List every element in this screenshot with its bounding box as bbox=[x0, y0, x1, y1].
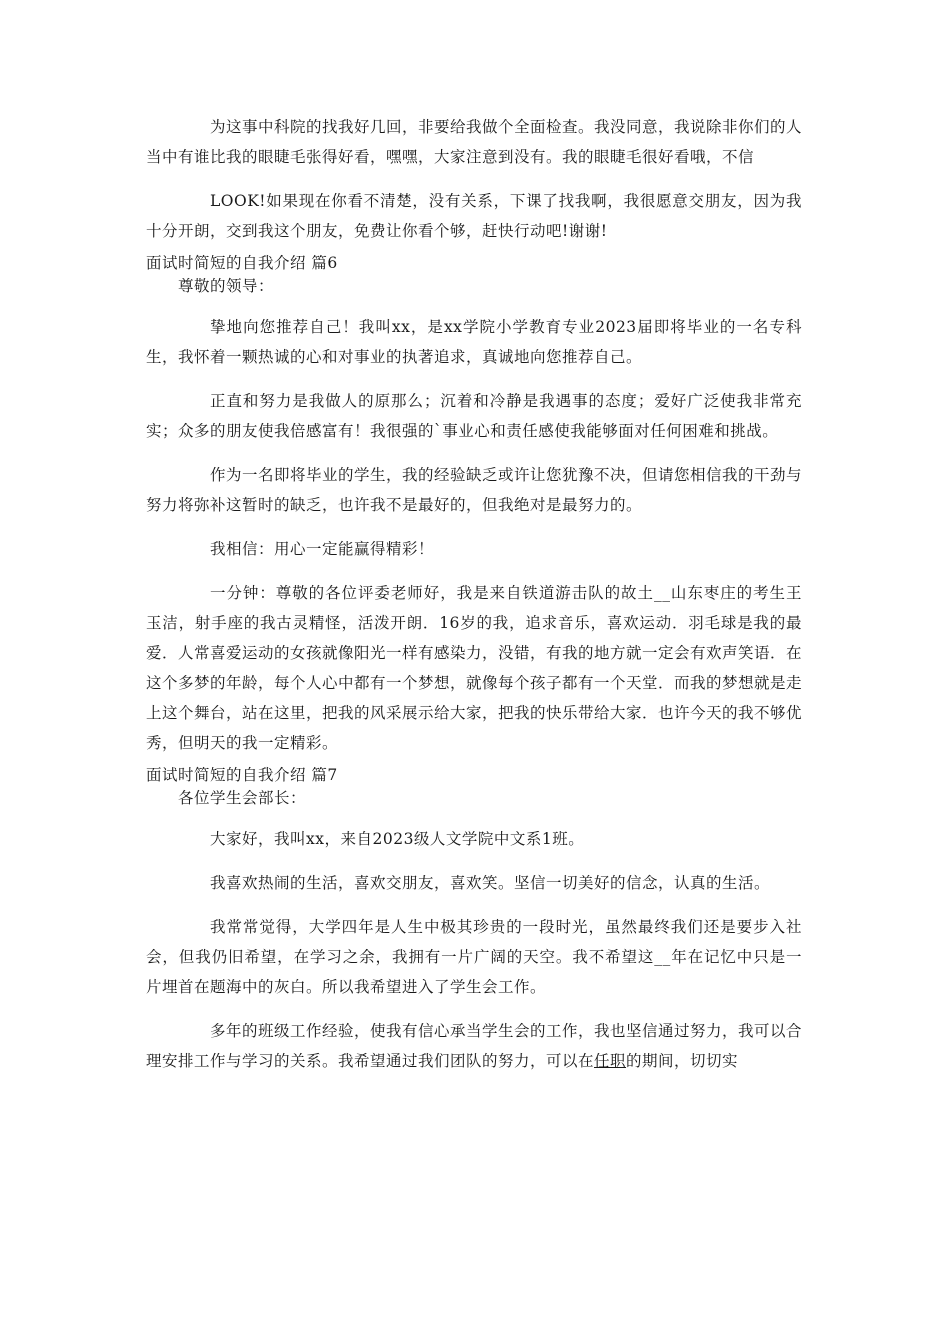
paragraph: 一分钟：尊敬的各位评委老师好，我是来自铁道游击队的故土__山东枣庄的考生王玉洁，射手座的我古灵精怪，活泼开朗．16岁的我，追求音乐，喜欢运动．羽毛球是我的最爱．人常喜爱运动的女孩就像阳光一样有感染力，没错，有我的地方就一定会有欢声笑语．在这个多梦的年龄，每个人心中都有一个梦想，就像每个孩子都有一个天堂．而我的梦想就是走上这个舞台，站在这里，把我的风采展示给大家，把我的快乐带给大家．也许今天的我不够优秀，但明天的我一定精彩。 bbox=[146, 584, 803, 752]
salutation: 各位学生会部长： bbox=[178, 789, 307, 807]
paragraph: LOOK!如果现在你看不清楚，没有关系，下课了找我啊，我很愿意交朋友，因为我十分开朗，交到我这个朋友，免费让你看个够，赶快行动吧!谢谢! bbox=[146, 192, 802, 240]
paragraph: 正直和努力是我做人的原那么；沉着和冷静是我遇事的态度；爱好广泛使我非常充实；众多的朋友使我倍感富有！我很强的`事业心和责任感使我能够面对任何困难和挑战。 bbox=[146, 392, 802, 440]
document-page bbox=[146, 112, 802, 1076]
section-heading: 面试时简短的自我介绍 篇6 bbox=[146, 254, 338, 272]
paragraph: 大家好，我叫xx，来自2023级人文学院中文系1班。 bbox=[210, 830, 585, 848]
paragraph: 我常常觉得，大学四年是人生中极其珍贵的一段时光，虽然最终我们还是要步入社会，但我仍旧希望，在学习之余，我拥有一片广阔的天空。我不希望这__年在记忆中只是一片埋首在题海中的灰白。所以我希望进入了学生会工作。 bbox=[146, 918, 802, 996]
paragraph: 我相信：用心一定能赢得精彩！ bbox=[210, 540, 435, 558]
paragraph: 挚地向您推荐自己！我叫xx，是xx学院小学教育专业2023届即将毕业的一名专科生，我怀着一颗热诚的心和对事业的执著追求，真诚地向您推荐自己。 bbox=[146, 318, 802, 366]
paragraph bbox=[146, 1016, 802, 1076]
salutation: 尊敬的领导： bbox=[178, 277, 275, 295]
section-heading: 面试时简短的自我介绍 篇7 bbox=[146, 766, 338, 784]
paragraph-text: 的期间，切切实 bbox=[626, 1052, 739, 1070]
paragraph-text: 多年的班级工作经验，使我有信心承当学生会的工作，我也坚信通过努力，我可以合理安排工作与学习的关系。我希望通过我们团队的努力，可以在 bbox=[146, 1022, 803, 1070]
paragraph: 我喜欢热闹的生活，喜欢交朋友，喜欢笑。坚信一切美好的信念，认真的生活。 bbox=[210, 874, 771, 892]
paragraph: 作为一名即将毕业的学生，我的经验缺乏或许让您犹豫不决，但请您相信我的干劲与努力将弥补这暂时的缺乏，也许我不是最好的，但我绝对是最努力的。 bbox=[146, 466, 803, 514]
inline-link[interactable]: 任职 bbox=[594, 1052, 627, 1070]
paragraph: 为这事中科院的找我好几回，非要给我做个全面检查。我没同意，我说除非你们的人当中有谁比我的眼睫毛张得好看，嘿嘿，大家注意到没有。我的眼睫毛很好看哦，不信 bbox=[146, 118, 803, 166]
